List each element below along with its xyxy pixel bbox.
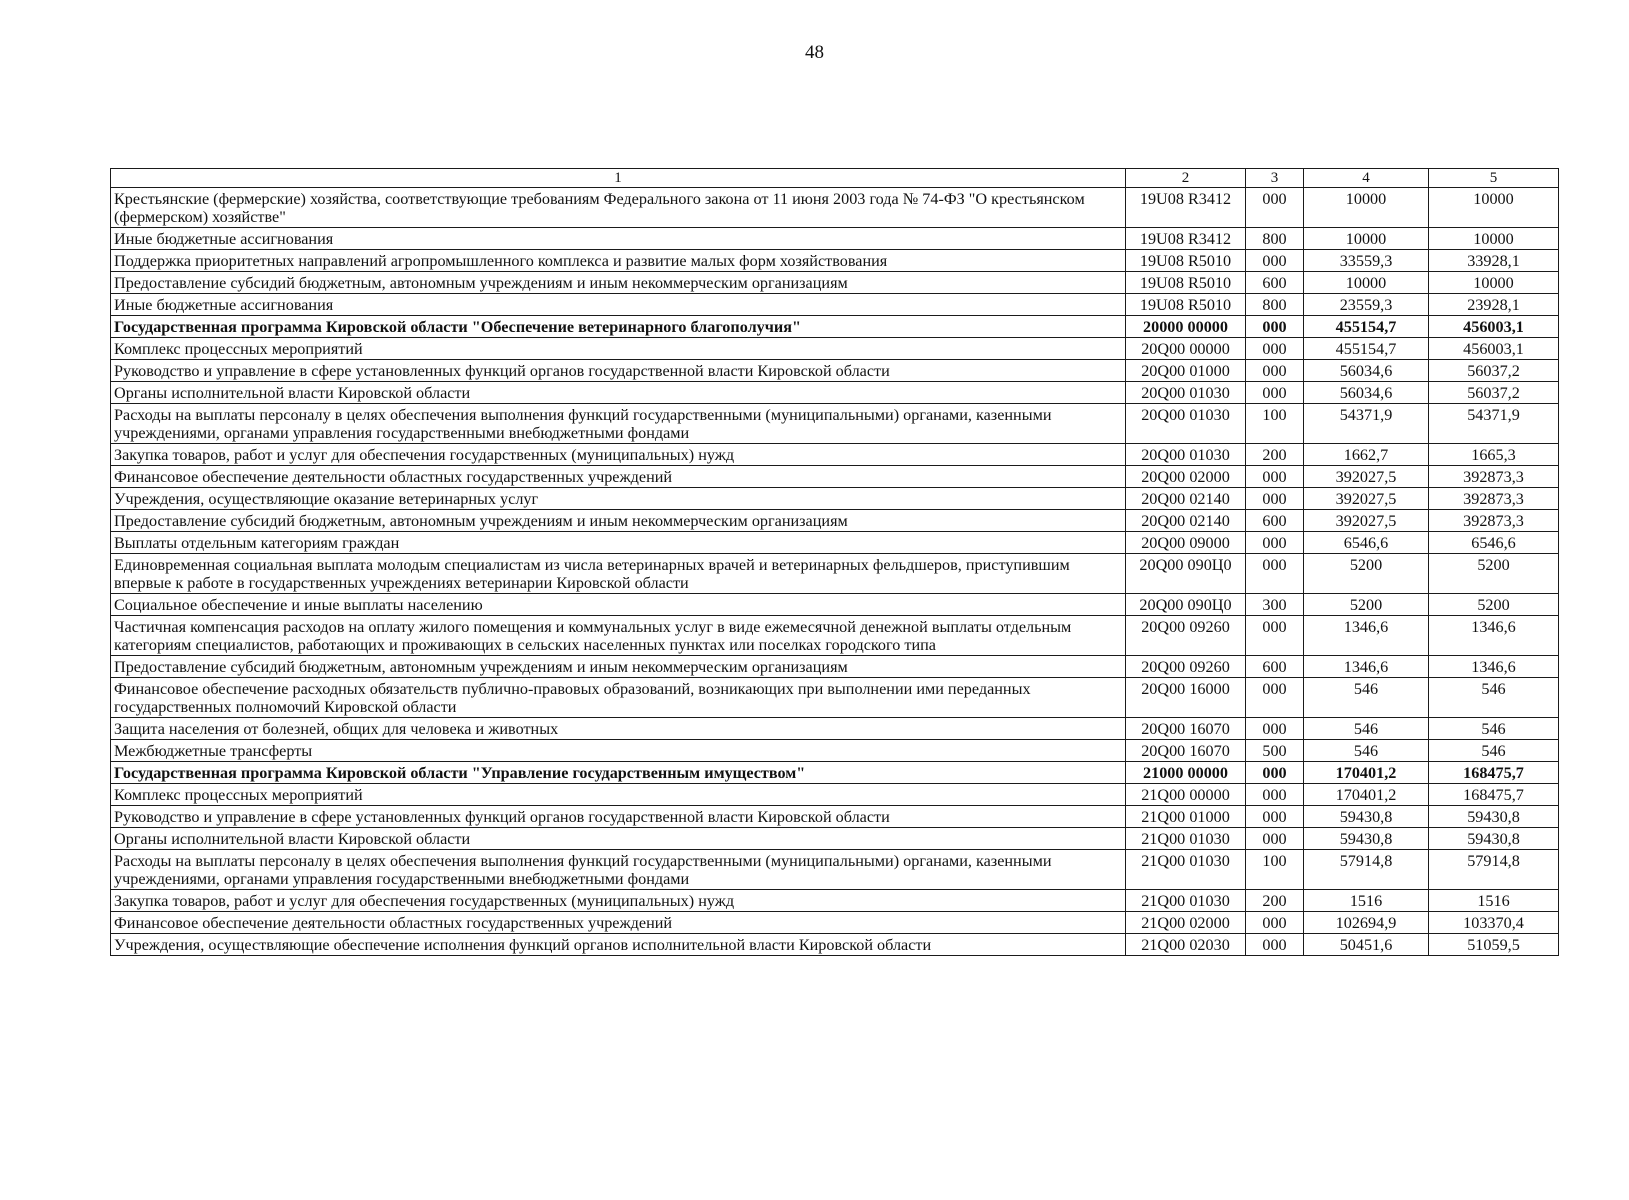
amount-year2-cell: 392873,3	[1429, 488, 1559, 510]
expense-kind-cell: 000	[1246, 828, 1304, 850]
target-code-cell: 20Q00 09260	[1126, 616, 1246, 656]
expense-name-cell: Расходы на выплаты персоналу в целях обеспечения выполнения функций государственными (муниципальными) органами, казенными учреждениями, органами управления государственными внебюджетными фондами	[111, 850, 1126, 890]
expense-kind-cell: 000	[1246, 616, 1304, 656]
amount-year2-cell: 54371,9	[1429, 404, 1559, 444]
amount-year2-cell: 56037,2	[1429, 360, 1559, 382]
expense-kind-cell: 000	[1246, 784, 1304, 806]
expense-name-cell: Предоставление субсидий бюджетным, автономным учреждениям и иным некоммерческим организациям	[111, 656, 1126, 678]
expense-name-cell: Государственная программа Кировской области "Управление государственным имуществом"	[111, 762, 1126, 784]
amount-year1-cell: 546	[1304, 678, 1429, 718]
expense-kind-cell: 500	[1246, 740, 1304, 762]
expense-name-cell: Иные бюджетные ассигнования	[111, 294, 1126, 316]
amount-year2-cell: 1346,6	[1429, 616, 1559, 656]
expense-name-cell: Органы исполнительной власти Кировской области	[111, 382, 1126, 404]
table-row	[111, 466, 1559, 488]
amount-year2-cell: 103370,4	[1429, 912, 1559, 934]
column-header: 1	[111, 169, 1126, 188]
target-code-cell: 20Q00 16000	[1126, 678, 1246, 718]
expense-name-cell: Органы исполнительной власти Кировской области	[111, 828, 1126, 850]
table-row	[111, 488, 1559, 510]
column-header: 4	[1304, 169, 1429, 188]
amount-year1-cell: 33559,3	[1304, 250, 1429, 272]
amount-year1-cell: 102694,9	[1304, 912, 1429, 934]
amount-year2-cell: 546	[1429, 678, 1559, 718]
expense-name-cell: Расходы на выплаты персоналу в целях обеспечения выполнения функций государственными (муниципальными) органами, казенными учреждениями, органами управления государственными внебюджетными фондами	[111, 404, 1126, 444]
expense-kind-cell: 000	[1246, 360, 1304, 382]
expense-name-cell: Комплекс процессных мероприятий	[111, 338, 1126, 360]
table-row	[111, 718, 1559, 740]
amount-year2-cell: 456003,1	[1429, 316, 1559, 338]
target-code-cell: 20Q00 02140	[1126, 488, 1246, 510]
expense-name-cell: Поддержка приоритетных направлений агропромышленного комплекса и развитие малых форм хозяйствования	[111, 250, 1126, 272]
expense-name-cell: Финансовое обеспечение деятельности областных государственных учреждений	[111, 912, 1126, 934]
amount-year1-cell: 50451,6	[1304, 934, 1429, 956]
expense-name-cell: Финансовое обеспечение расходных обязательств публично-правовых образований, возникающих при выполнении ими переданных государственных полномочий Кировской области	[111, 678, 1126, 718]
amount-year2-cell: 57914,8	[1429, 850, 1559, 890]
target-code-cell: 20Q00 090Ц0	[1126, 554, 1246, 594]
target-code-cell: 21Q00 01030	[1126, 828, 1246, 850]
budget-table	[110, 168, 1559, 956]
amount-year2-cell: 10000	[1429, 228, 1559, 250]
expense-name-cell: Единовременная социальная выплата молодым специалистам из числа ветеринарных врачей и ветеринарных фельдшеров, приступившим впервые к работе в государственных учреждениях ветеринарии Кировской области	[111, 554, 1126, 594]
expense-kind-cell: 000	[1246, 762, 1304, 784]
expense-name-cell: Предоставление субсидий бюджетным, автономным учреждениям и иным некоммерческим организациям	[111, 272, 1126, 294]
table-row	[111, 510, 1559, 532]
amount-year2-cell: 59430,8	[1429, 806, 1559, 828]
table-row	[111, 594, 1559, 616]
table-row	[111, 228, 1559, 250]
amount-year1-cell: 10000	[1304, 272, 1429, 294]
amount-year1-cell: 546	[1304, 740, 1429, 762]
table-row	[111, 934, 1559, 956]
expense-name-cell: Иные бюджетные ассигнования	[111, 228, 1126, 250]
expense-kind-cell: 800	[1246, 228, 1304, 250]
expense-kind-cell: 000	[1246, 488, 1304, 510]
table-row	[111, 188, 1559, 228]
expense-kind-cell: 200	[1246, 444, 1304, 466]
target-code-cell: 20Q00 00000	[1126, 338, 1246, 360]
expense-kind-cell: 000	[1246, 678, 1304, 718]
table-row	[111, 294, 1559, 316]
table-row	[111, 656, 1559, 678]
amount-year1-cell: 1346,6	[1304, 656, 1429, 678]
table-row	[111, 316, 1559, 338]
table-row	[111, 784, 1559, 806]
expense-name-cell: Выплаты отдельным категориям граждан	[111, 532, 1126, 554]
amount-year1-cell: 5200	[1304, 594, 1429, 616]
table-row	[111, 404, 1559, 444]
expense-kind-cell: 800	[1246, 294, 1304, 316]
amount-year1-cell: 59430,8	[1304, 806, 1429, 828]
target-code-cell: 19U08 R3412	[1126, 228, 1246, 250]
amount-year1-cell: 56034,6	[1304, 360, 1429, 382]
target-code-cell: 20Q00 16070	[1126, 740, 1246, 762]
expense-name-cell: Учреждения, осуществляющие оказание ветеринарных услуг	[111, 488, 1126, 510]
expense-kind-cell: 000	[1246, 316, 1304, 338]
column-header: 2	[1126, 169, 1246, 188]
target-code-cell: 21Q00 01030	[1126, 850, 1246, 890]
table-row	[111, 382, 1559, 404]
target-code-cell: 20Q00 01000	[1126, 360, 1246, 382]
expense-name-cell: Межбюджетные трансферты	[111, 740, 1126, 762]
amount-year2-cell: 10000	[1429, 272, 1559, 294]
amount-year1-cell: 392027,5	[1304, 466, 1429, 488]
expense-kind-cell: 000	[1246, 718, 1304, 740]
table-row	[111, 740, 1559, 762]
table-row	[111, 806, 1559, 828]
target-code-cell: 19U08 R5010	[1126, 272, 1246, 294]
amount-year2-cell: 5200	[1429, 594, 1559, 616]
amount-year1-cell: 455154,7	[1304, 316, 1429, 338]
amount-year2-cell: 33928,1	[1429, 250, 1559, 272]
table-row	[111, 338, 1559, 360]
target-code-cell: 20Q00 02140	[1126, 510, 1246, 532]
expense-kind-cell: 000	[1246, 188, 1304, 228]
amount-year1-cell: 59430,8	[1304, 828, 1429, 850]
expense-name-cell: Крестьянские (фермерские) хозяйства, соответствующие требованиям Федерального закона от 11 июня 2003 года № 74-ФЗ "О крестьянском (фермерском) хозяйстве"	[111, 188, 1126, 228]
target-code-cell: 20Q00 09260	[1126, 656, 1246, 678]
expense-name-cell: Финансовое обеспечение деятельности областных государственных учреждений	[111, 466, 1126, 488]
target-code-cell: 21Q00 00000	[1126, 784, 1246, 806]
target-code-cell: 20Q00 090Ц0	[1126, 594, 1246, 616]
expense-kind-cell: 000	[1246, 338, 1304, 360]
amount-year2-cell: 23928,1	[1429, 294, 1559, 316]
amount-year1-cell: 6546,6	[1304, 532, 1429, 554]
expense-kind-cell: 000	[1246, 912, 1304, 934]
amount-year2-cell: 59430,8	[1429, 828, 1559, 850]
target-code-cell: 20000 00000	[1126, 316, 1246, 338]
expense-name-cell: Государственная программа Кировской области "Обеспечение ветеринарного благополучия"	[111, 316, 1126, 338]
target-code-cell: 20Q00 16070	[1126, 718, 1246, 740]
expense-name-cell: Закупка товаров, работ и услуг для обеспечения государственных (муниципальных) нужд	[111, 444, 1126, 466]
table-row	[111, 762, 1559, 784]
amount-year1-cell: 455154,7	[1304, 338, 1429, 360]
target-code-cell: 20Q00 01030	[1126, 444, 1246, 466]
amount-year2-cell: 168475,7	[1429, 762, 1559, 784]
amount-year2-cell: 51059,5	[1429, 934, 1559, 956]
amount-year1-cell: 10000	[1304, 228, 1429, 250]
amount-year1-cell: 392027,5	[1304, 488, 1429, 510]
expense-kind-cell: 600	[1246, 272, 1304, 294]
table-row	[111, 554, 1559, 594]
amount-year2-cell: 1346,6	[1429, 656, 1559, 678]
expense-name-cell: Учреждения, осуществляющие обеспечение исполнения функций органов исполнительной власти Кировской области	[111, 934, 1126, 956]
amount-year1-cell: 54371,9	[1304, 404, 1429, 444]
table-row	[111, 272, 1559, 294]
target-code-cell: 19U08 R5010	[1126, 250, 1246, 272]
expense-kind-cell: 000	[1246, 806, 1304, 828]
target-code-cell: 21Q00 02000	[1126, 912, 1246, 934]
amount-year2-cell: 1516	[1429, 890, 1559, 912]
table-row	[111, 828, 1559, 850]
target-code-cell: 20Q00 09000	[1126, 532, 1246, 554]
amount-year1-cell: 57914,8	[1304, 850, 1429, 890]
table-row	[111, 444, 1559, 466]
expense-kind-cell: 600	[1246, 510, 1304, 532]
expense-kind-cell: 300	[1246, 594, 1304, 616]
header-row	[111, 169, 1559, 188]
target-code-cell: 21Q00 01030	[1126, 890, 1246, 912]
amount-year1-cell: 1346,6	[1304, 616, 1429, 656]
amount-year2-cell: 1665,3	[1429, 444, 1559, 466]
column-header: 5	[1429, 169, 1559, 188]
expense-kind-cell: 600	[1246, 656, 1304, 678]
amount-year2-cell: 5200	[1429, 554, 1559, 594]
expense-kind-cell: 000	[1246, 554, 1304, 594]
amount-year1-cell: 392027,5	[1304, 510, 1429, 532]
amount-year1-cell: 1516	[1304, 890, 1429, 912]
expense-kind-cell: 000	[1246, 934, 1304, 956]
amount-year2-cell: 456003,1	[1429, 338, 1559, 360]
amount-year2-cell: 546	[1429, 718, 1559, 740]
target-code-cell: 20Q00 01030	[1126, 404, 1246, 444]
table-body	[111, 169, 1559, 956]
expense-kind-cell: 100	[1246, 404, 1304, 444]
amount-year1-cell: 10000	[1304, 188, 1429, 228]
amount-year2-cell: 392873,3	[1429, 510, 1559, 532]
amount-year1-cell: 546	[1304, 718, 1429, 740]
amount-year2-cell: 6546,6	[1429, 532, 1559, 554]
expense-name-cell: Частичная компенсация расходов на оплату жилого помещения и коммунальных услуг в виде ежемесячной денежной выплаты отдельным категориям специалистов, работающих и проживающих в сельских населенных пунктах или поселках городского типа	[111, 616, 1126, 656]
target-code-cell: 21Q00 01000	[1126, 806, 1246, 828]
target-code-cell: 19U08 R3412	[1126, 188, 1246, 228]
expense-kind-cell: 000	[1246, 382, 1304, 404]
expense-kind-cell: 000	[1246, 532, 1304, 554]
page-number: 48	[805, 42, 824, 63]
target-code-cell: 21Q00 02030	[1126, 934, 1246, 956]
column-header: 3	[1246, 169, 1304, 188]
table-row	[111, 532, 1559, 554]
table-row	[111, 250, 1559, 272]
expense-kind-cell: 100	[1246, 850, 1304, 890]
expense-name-cell: Руководство и управление в сфере установленных функций органов государственной власти Кировской области	[111, 806, 1126, 828]
expense-kind-cell: 000	[1246, 466, 1304, 488]
amount-year1-cell: 5200	[1304, 554, 1429, 594]
amount-year2-cell: 56037,2	[1429, 382, 1559, 404]
amount-year2-cell: 546	[1429, 740, 1559, 762]
expense-kind-cell: 200	[1246, 890, 1304, 912]
expense-name-cell: Руководство и управление в сфере установленных функций органов государственной власти Кировской области	[111, 360, 1126, 382]
amount-year1-cell: 56034,6	[1304, 382, 1429, 404]
expense-name-cell: Комплекс процессных мероприятий	[111, 784, 1126, 806]
table-row	[111, 912, 1559, 934]
target-code-cell: 21000 00000	[1126, 762, 1246, 784]
expense-name-cell: Защита населения от болезней, общих для человека и животных	[111, 718, 1126, 740]
table-row	[111, 616, 1559, 656]
target-code-cell: 20Q00 02000	[1126, 466, 1246, 488]
amount-year1-cell: 1662,7	[1304, 444, 1429, 466]
table-row	[111, 678, 1559, 718]
table-row	[111, 850, 1559, 890]
table-row	[111, 360, 1559, 382]
target-code-cell: 20Q00 01030	[1126, 382, 1246, 404]
amount-year1-cell: 170401,2	[1304, 762, 1429, 784]
amount-year2-cell: 168475,7	[1429, 784, 1559, 806]
table-row	[111, 890, 1559, 912]
amount-year1-cell: 170401,2	[1304, 784, 1429, 806]
expense-name-cell: Закупка товаров, работ и услуг для обеспечения государственных (муниципальных) нужд	[111, 890, 1126, 912]
amount-year1-cell: 23559,3	[1304, 294, 1429, 316]
target-code-cell: 19U08 R5010	[1126, 294, 1246, 316]
expense-name-cell: Предоставление субсидий бюджетным, автономным учреждениям и иным некоммерческим организациям	[111, 510, 1126, 532]
expense-kind-cell: 000	[1246, 250, 1304, 272]
expense-name-cell: Социальное обеспечение и иные выплаты населению	[111, 594, 1126, 616]
amount-year2-cell: 10000	[1429, 188, 1559, 228]
amount-year2-cell: 392873,3	[1429, 466, 1559, 488]
